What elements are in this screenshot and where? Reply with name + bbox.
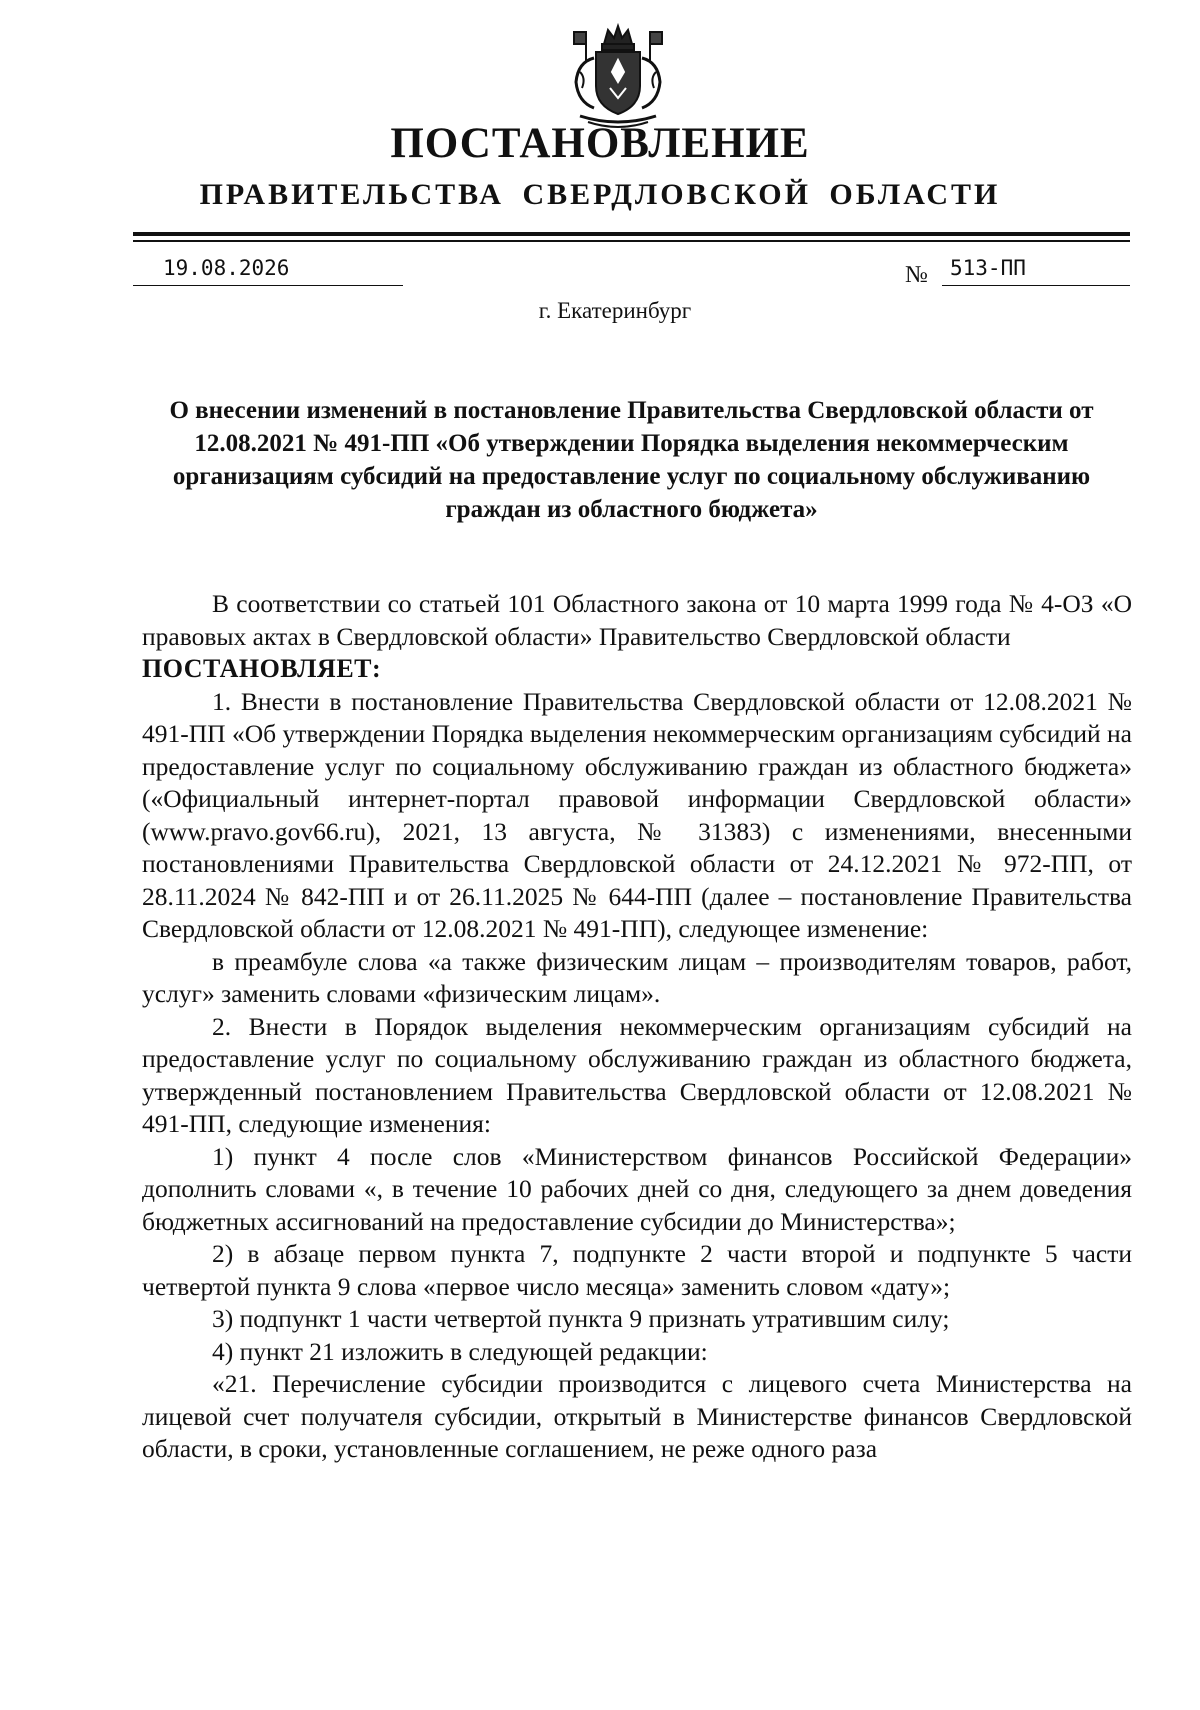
date-field	[133, 255, 403, 286]
number-label: №	[905, 262, 928, 288]
city: г. Екатеринбург	[538, 298, 692, 323]
paragraph: «21. Перечисление субсидии производится с лицевого счета Министерства на лицевой счет получателя субсидии, открытый в Министерстве финансов Свердловской области, в сроки, установленные соглашением, не реже одного раза	[142, 1369, 1132, 1463]
paragraph: 2) в абзаце первом пункта 7, подпункте 2 части второй и подпункте 5 части четвертой пункта 9 слова «первое число месяца» заменить словом «дату»;	[142, 1239, 1132, 1301]
number-value: 513-ПП	[950, 256, 1026, 280]
paragraph: 2. Внести в Порядок выделения некоммерческим организациям субсидий на предоставление услуг по социальному обслуживанию граждан из областного бюджета, утвержденный постановлением Правительства Свердловской области от 12.08.2021 № 491-ПП, следующие изменения:	[142, 1011, 1132, 1138]
paragraph: 4) пункт 21 изложить в следующей редакции:	[212, 1336, 708, 1366]
document-heading: О внесении изменений в постановление Правительства Свердловской области от 12.08.2021 № 491-ПП «Об утверждении Порядка выделения некоммерческим организациям субсидий на предоставление услуг по социальному обслуживанию граждан из областного бюджета»	[169, 397, 1094, 523]
document-title: ПОСТАНОВЛЕНИЕ	[390, 120, 810, 167]
paragraph: 1) пункт 4 после слов «Министерством финансов Российской Федерации» дополнить словами «, в течение 10 рабочих дней со дня, следующего за днем доведения бюджетных ассигнований на предоставление субсидии до Министерства»;	[142, 1141, 1132, 1236]
paragraph: 3) подпункт 1 части четвертой пункта 9 признать утратившим силу;	[212, 1304, 950, 1333]
date-value: 19.08.2026	[163, 256, 290, 280]
header-rule-thin	[133, 240, 1130, 242]
resolve-word: ПОСТАНОВЛЯЕТ:	[142, 654, 382, 683]
number-field	[942, 255, 1130, 286]
document-subtitle: ПРАВИТЕЛЬСТВА СВЕРДЛОВСКОЙ ОБЛАСТИ	[199, 178, 1001, 211]
document-body	[142, 588, 1132, 1466]
paragraph: в преамбуле слова «а также физическим лицам – производителям товаров, работ, услуг» заменить словами «физическим лицам».	[142, 946, 1132, 1008]
coat-of-arms-icon	[566, 22, 670, 130]
preamble: В соответствии со статьей 101 Областного закона от 10 марта 1999 года № 4-ОЗ «О правовых актах в Свердловской области» Правительство Свердловской области	[142, 589, 1132, 651]
header-rule-thick	[133, 232, 1130, 236]
paragraph: 1. Внести в постановление Правительства Свердловской области от 12.08.2021 № 491-ПП «Об утверждении Порядка выделения некоммерческим организациям субсидий на предоставление услуг по социальному обслуживанию граждан из областного бюджета» («Официальный интернет-портал правовой информации Свердловской области» (www.pravo.gov66.ru), 2021, 13 августа, № 31383) с изменениями, внесенными постановлениями Правительства Свердловской области от 24.12.2021 № 972-ПП, от 28.11.2024 № 842-ПП и от 26.11.2025 № 644-ПП (далее – постановление Правительства Свердловской области от 12.08.2021 № 491-ПП), следующее изменение:	[142, 686, 1132, 943]
